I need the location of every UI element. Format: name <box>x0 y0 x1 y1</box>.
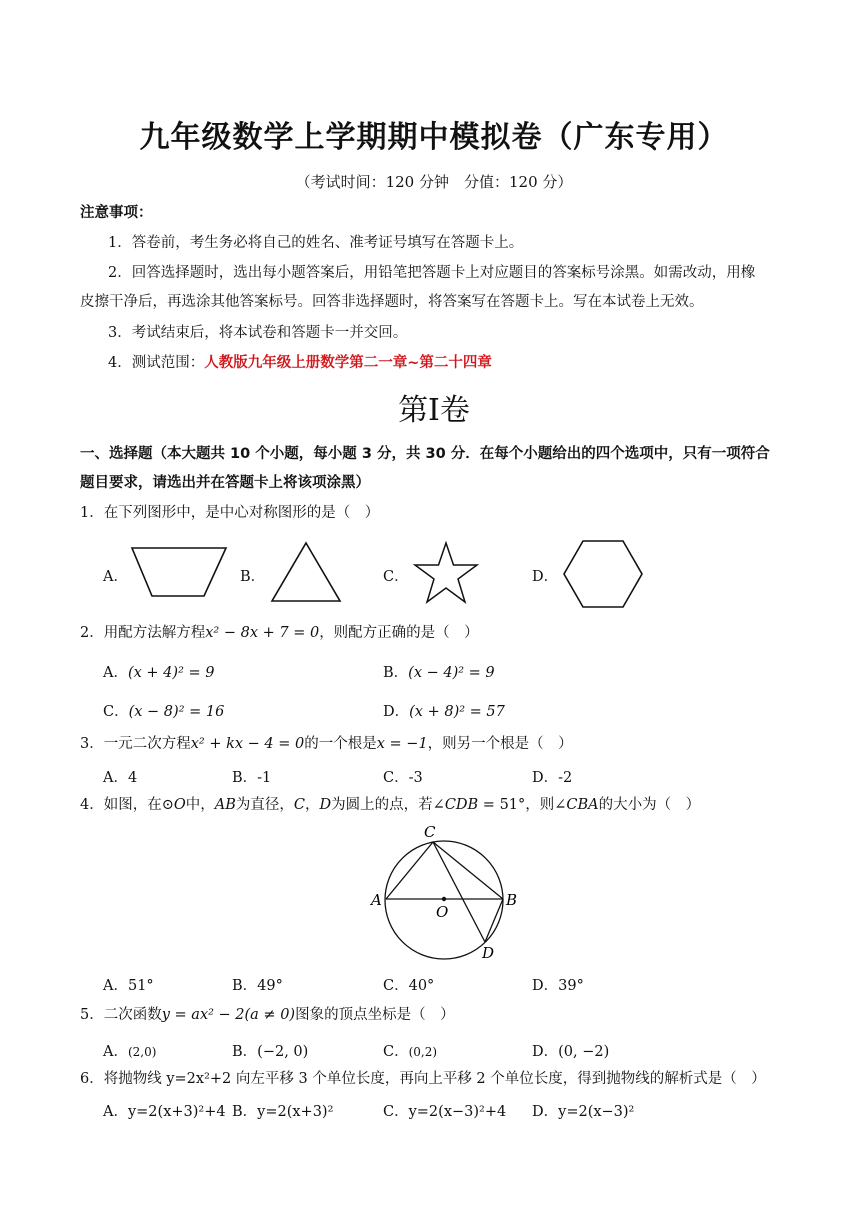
q2-option-c <box>103 700 224 721</box>
q5-option-b-value: (−2, 0) <box>257 1044 309 1060</box>
q3-stem-pre: 3．一元二次方程 <box>80 736 191 752</box>
q5-option-c <box>383 1040 437 1061</box>
q5-option-d <box>532 1040 609 1061</box>
q3-option-d: D．-2 <box>532 770 573 786</box>
q2-option-c-label: C． <box>103 704 129 720</box>
q5-option-d-label: D． <box>532 1044 559 1060</box>
q3-stem-post: ，则另一个根是（ ） <box>427 736 573 752</box>
volume-heading: 第I卷 <box>398 393 470 428</box>
q2-option-b-expr: (x − 4)² = 9 <box>408 665 495 681</box>
q2-option-d <box>383 700 505 721</box>
q2-option-a-label: A． <box>103 665 128 681</box>
q5-stem-pre: 5．二次函数 <box>80 1007 162 1023</box>
q4-stem-3: 为直径， <box>235 797 294 813</box>
q3-option-c: C．-3 <box>383 770 423 786</box>
q4-c: C <box>293 797 306 813</box>
q2-stem <box>80 623 479 643</box>
q4-stem-7: 的大小为（ ） <box>598 797 701 813</box>
hexagon-shape <box>563 538 645 610</box>
exam-subtitle: （考试时间：120 分钟 分值：120 分） <box>295 173 573 191</box>
q3-option-b: B．-1 <box>232 770 272 786</box>
q6-option-b: B．y=2(x+3)² <box>232 1104 334 1120</box>
q5-option-b-label: B． <box>232 1044 258 1060</box>
trapezoid-shape <box>130 546 230 600</box>
q2-option-d-expr: (x + 8)² = 57 <box>409 704 505 720</box>
q6-option-a: A．y=2(x+3)²+4 <box>103 1104 226 1120</box>
q4-cba: CBA <box>566 797 599 813</box>
q4-cdb: CDB <box>444 797 479 813</box>
q2-option-b-label: B． <box>383 665 409 681</box>
circle-diagram <box>365 820 525 966</box>
q6-option-c: C．y=2(x−3)²+4 <box>383 1104 507 1120</box>
q1-option-b-label: B． <box>240 569 266 585</box>
q4-option-a: A．51° <box>103 978 154 994</box>
q2-stem-pre: 2．用配方法解方程 <box>80 625 206 641</box>
q4-stem <box>80 795 700 815</box>
notice-item-2-line-2: 皮擦干净后，再选涂其他答案标号。回答非选择题时，将答案写在答题卡上。写在本试卷上无效。 <box>80 294 704 310</box>
notice-item-4-prefix: 4．测试范围： <box>108 355 205 371</box>
q2-option-d-label: D． <box>383 704 410 720</box>
q3-stem-mid: 的一个根是 <box>304 736 377 752</box>
notice-heading: 注意事项： <box>80 205 153 221</box>
q1-option-d-label: D． <box>532 569 559 585</box>
q5-option-a-label: A． <box>103 1044 128 1060</box>
q1-stem: 1．在下列图形中，是中心对称图形的是（ ） <box>80 505 380 521</box>
q6-option-d: D．y=2(x−3)² <box>532 1104 635 1120</box>
q3-stem <box>80 734 573 754</box>
q3-option-a: A．4 <box>103 770 138 786</box>
q5-option-b <box>232 1040 308 1061</box>
q3-root: x = −1 <box>376 736 428 752</box>
notice-item-2-line-1: 2．回答选择题时，选出每小题答案后，用铅笔把答题卡上对应题目的答案标号涂黑。如需改动，用橡 <box>108 265 756 281</box>
q5-option-a <box>103 1040 156 1061</box>
q3-equation: x² + kx − 4 = 0 <box>190 736 305 752</box>
q4-stem-6: = 51°，则∠ <box>478 797 567 813</box>
q1-option-c-label: C． <box>383 569 409 585</box>
q4-option-c: C．40° <box>383 978 435 994</box>
label-a: A <box>371 891 382 909</box>
section-1-line-2: 题目要求，请选出并在答题卡上将该项涂黑） <box>80 475 370 491</box>
q4-d: D <box>319 797 332 813</box>
q4-option-b: B．49° <box>232 978 283 994</box>
q4-circle-o: O <box>173 797 186 813</box>
q2-option-b <box>383 661 495 682</box>
triangle-shape <box>270 541 342 603</box>
label-b: B <box>506 891 518 909</box>
q6-stem: 6．将抛物线 y=2x²+2 向左平移 3 个单位长度，再向上平移 2 个单位长度，得到抛物线的解析式是（ ） <box>80 1071 766 1087</box>
q5-option-a-value: (2,0) <box>127 1045 157 1059</box>
q5-stem <box>80 1005 455 1025</box>
q5-equation: y = ax² − 2(a ≠ 0) <box>161 1007 296 1023</box>
q5-option-c-value: (0,2) <box>408 1045 438 1059</box>
q2-option-c-expr: (x − 8)² = 16 <box>128 704 225 720</box>
q2-stem-post: ，则配方正确的是（ ） <box>319 625 479 641</box>
q4-option-d: D．39° <box>532 978 584 994</box>
q4-stem-1: 4．如图，在⊙ <box>80 797 174 813</box>
label-c: C <box>424 823 436 841</box>
exam-title: 九年级数学上学期期中模拟卷（广东专用） <box>139 120 729 155</box>
label-o: O <box>436 903 449 921</box>
star-shape <box>412 541 480 607</box>
section-1-line-1: 一、选择题（本大题共 10 个小题，每小题 3 分，共 30 分．在每个小题给出的四个选项中，只有一项符合 <box>80 446 770 462</box>
q1-option-a-label: A． <box>103 569 128 585</box>
q4-stem-2: 中， <box>185 797 215 813</box>
q4-ab: AB <box>214 797 236 813</box>
q5-option-c-label: C． <box>383 1044 409 1060</box>
notice-item-4 <box>108 353 492 373</box>
q5-option-d-value: (0, −2) <box>558 1044 610 1060</box>
q2-equation: x² − 8x + 7 = 0 <box>205 625 320 641</box>
notice-item-3: 3．考试结束后，将本试卷和答题卡一并交回。 <box>108 325 408 341</box>
label-d: D <box>482 944 495 962</box>
q2-option-a-expr: (x + 4)² = 9 <box>127 665 215 681</box>
q4-stem-5: 为圆上的点，若∠ <box>331 797 445 813</box>
q4-stem-4: ， <box>305 797 320 813</box>
notice-item-1: 1．答卷前，考生务必将自己的姓名、准考证号填写在答题卡上。 <box>108 235 524 251</box>
q2-option-a <box>103 661 214 682</box>
test-range: 人教版九年级上册数学第二一章~第二十四章 <box>204 355 492 371</box>
q5-stem-post: 图象的顶点坐标是（ ） <box>295 1007 455 1023</box>
